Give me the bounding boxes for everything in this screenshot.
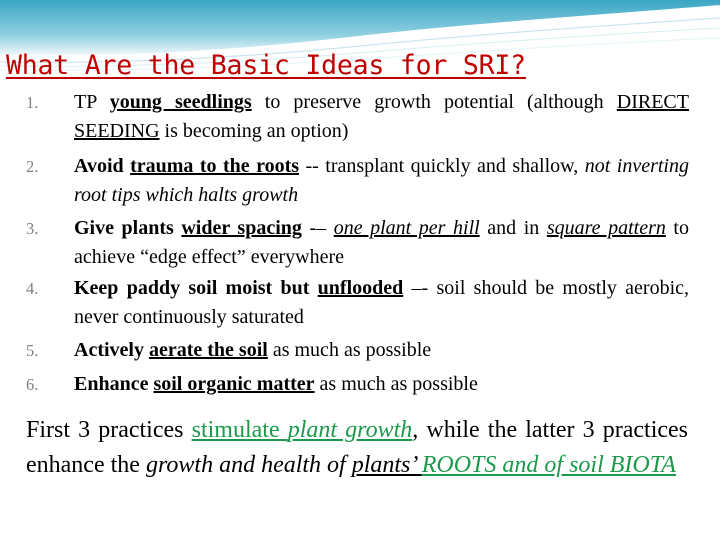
list-item: [0, 214, 720, 274]
list-item-text: TP young seedlings to preserve growth potential (although DIRECT SEEDING is becoming an option): [74, 91, 689, 142]
list-number: 6.: [26, 375, 39, 394]
list-item-text: Enhance soil organic matter as much as possible: [74, 373, 478, 395]
list-item: [0, 274, 720, 336]
list-number: 2.: [26, 157, 39, 176]
list-item-text: Actively aerate the soil as much as possible: [74, 339, 432, 361]
list-item: [0, 370, 720, 404]
practice-list: [0, 88, 720, 404]
list-item: [0, 88, 720, 152]
list-item-text: Avoid trauma to the roots -- transplant quickly and shallow, not inverting root tips which halts growth: [74, 155, 689, 206]
summary-paragraph: First 3 practices stimulate plant growth, while the latter 3 practices enhance the growth and health of plants’ ROOTS and of soil BIOTA: [26, 417, 689, 478]
list-number: 1.: [26, 93, 39, 112]
slide-title: What Are the Basic Ideas for SRI?: [6, 50, 526, 81]
list-item: [0, 336, 720, 370]
list-item-text: Give plants wider spacing -– one plant per hill and in square pattern to achieve “edge effect” everywhere: [74, 217, 689, 268]
list-number: 5.: [26, 341, 39, 360]
list-item: [0, 152, 720, 214]
list-item-text: Keep paddy soil moist but unflooded –- soil should be mostly aerobic, never continuously saturated: [74, 277, 690, 328]
list-number: 4.: [26, 279, 39, 298]
list-number: 3.: [26, 219, 39, 238]
